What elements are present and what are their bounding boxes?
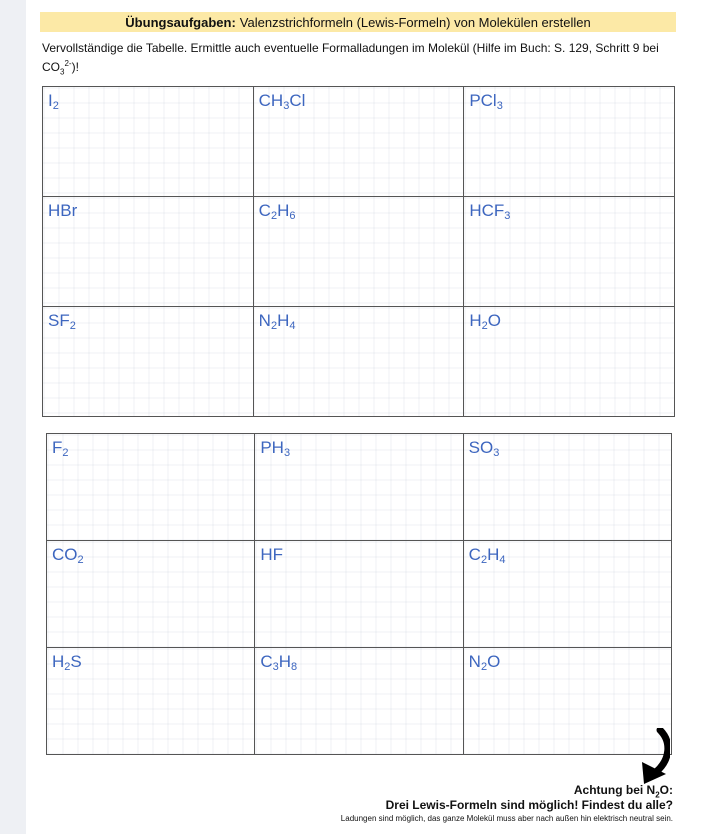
instruction-sub: 3 [60,67,65,77]
molecule-formula [254,307,464,332]
table-row [47,434,672,541]
molecule-formula [255,541,462,565]
formula-element: SO [468,438,494,457]
instruction-sup: 2- [64,59,72,68]
molecule-formula [464,307,674,332]
formula-element: N [258,311,271,330]
formula-subscript: 2 [64,661,71,673]
formula-element: HF [260,545,283,564]
formula-element: CO [52,545,78,564]
formula-element: HBr [48,201,78,220]
n2o-warning-sub: 2 [655,790,660,800]
molecule-formula [255,648,462,673]
formula-subscript: 2 [481,320,488,332]
formula-element: CH [258,91,284,110]
formula-subscript: 6 [289,210,296,222]
instruction-main: Vervollständige die Tabelle. Ermittle auch eventuelle Formalladungen im Molekül (Hilfe im Buch: S. 129, Schritt 9 bei CO [42,41,659,74]
molecule-formula [464,648,671,673]
instruction-end: )! [71,60,79,74]
molecule-formula [47,648,254,673]
molecule-formula [255,434,462,459]
formula-element: C [258,201,271,220]
answer-cell[interactable] [47,648,255,755]
formula-subscript: 3 [272,661,279,673]
molecule-formula [43,197,253,221]
formula-subscript: 3 [493,447,500,459]
formula-subscript: 2 [480,661,488,673]
formula-subscript: 2 [480,554,488,566]
worksheet-title [40,12,676,32]
formula-element: PCl [469,91,497,110]
answer-cell[interactable] [463,541,671,648]
answer-cell[interactable] [255,434,463,541]
formula-subscript: 3 [283,447,291,459]
formula-element: S [70,652,82,671]
answer-cell[interactable] [253,87,464,197]
table-row [47,648,672,755]
formula-element: I [48,91,53,110]
answer-cell[interactable] [464,197,675,307]
formula-element: Cl [289,91,306,110]
formula-element: C [260,652,273,671]
answer-cell[interactable] [255,648,463,755]
answer-cell[interactable] [464,87,675,197]
formula-subscript: 3 [283,100,290,112]
molecule-table-1 [42,86,675,417]
formula-subscript: 4 [499,554,506,566]
answer-cell[interactable] [43,197,254,307]
n2o-hint: Drei Lewis-Formeln sind möglich! Findest du alle? [385,798,673,812]
answer-cell[interactable] [47,434,255,541]
table-row [43,307,675,417]
molecule-formula [464,87,674,112]
molecule-formula [47,434,254,459]
formula-element: C [468,545,481,564]
answer-cell[interactable] [463,434,671,541]
table-row [47,541,672,648]
formula-subscript: 2 [270,320,278,332]
formula-element: H [277,201,290,220]
formula-element: H [487,545,500,564]
instruction-text [42,41,672,79]
formula-element: F [52,438,63,457]
n2o-warning-text: Achtung bei N [573,783,656,797]
formula-element: H [278,652,292,671]
molecule-formula [43,307,253,332]
molecule-formula [254,197,464,222]
formula-element: HCF [469,201,505,220]
molecule-table-2 [46,433,672,755]
formula-subscript: 2 [62,447,69,459]
answer-cell[interactable] [464,307,675,417]
molecule-formula [47,541,254,566]
formula-subscript: 3 [504,210,511,222]
formula-subscript: 8 [291,661,298,673]
title-rest: Valenzstrichformeln (Lewis-Formeln) von Molekülen erstellen [239,14,591,30]
formula-element: H [469,311,482,330]
curved-arrow-down-icon [620,728,670,784]
answer-cell[interactable] [253,307,464,417]
formula-element: O [487,311,501,330]
molecule-formula [464,197,674,222]
formula-element: H [52,652,65,671]
table-row [43,87,675,197]
title-bold: Übungsaufgaben: [125,14,236,30]
answer-cell[interactable] [255,541,463,648]
table-row [43,197,675,307]
formula-subscript: 2 [270,210,278,222]
formula-element: H [277,311,290,330]
answer-cell[interactable] [47,541,255,648]
formula-subscript: 2 [77,554,84,566]
answer-cell[interactable] [43,87,254,197]
formula-subscript: 3 [496,100,503,112]
formula-subscript: 2 [69,320,76,332]
n2o-warning [574,783,673,799]
charge-hint: Ladungen sind möglich, das ganze Molekül muss aber nach außen hin elektrisch neutral sein. [340,814,673,823]
molecule-formula [254,87,464,112]
answer-cell[interactable] [253,197,464,307]
formula-subscript: 2 [52,100,59,112]
molecule-formula [464,434,671,459]
n2o-warning-end: O: [659,783,673,797]
molecule-formula [43,87,253,112]
answer-cell[interactable] [43,307,254,417]
formula-element: N [468,652,481,671]
formula-subscript: 4 [289,320,296,332]
molecule-formula [464,541,671,566]
formula-element: SF [48,311,70,330]
formula-element: PH [260,438,284,457]
formula-element: O [487,652,501,671]
